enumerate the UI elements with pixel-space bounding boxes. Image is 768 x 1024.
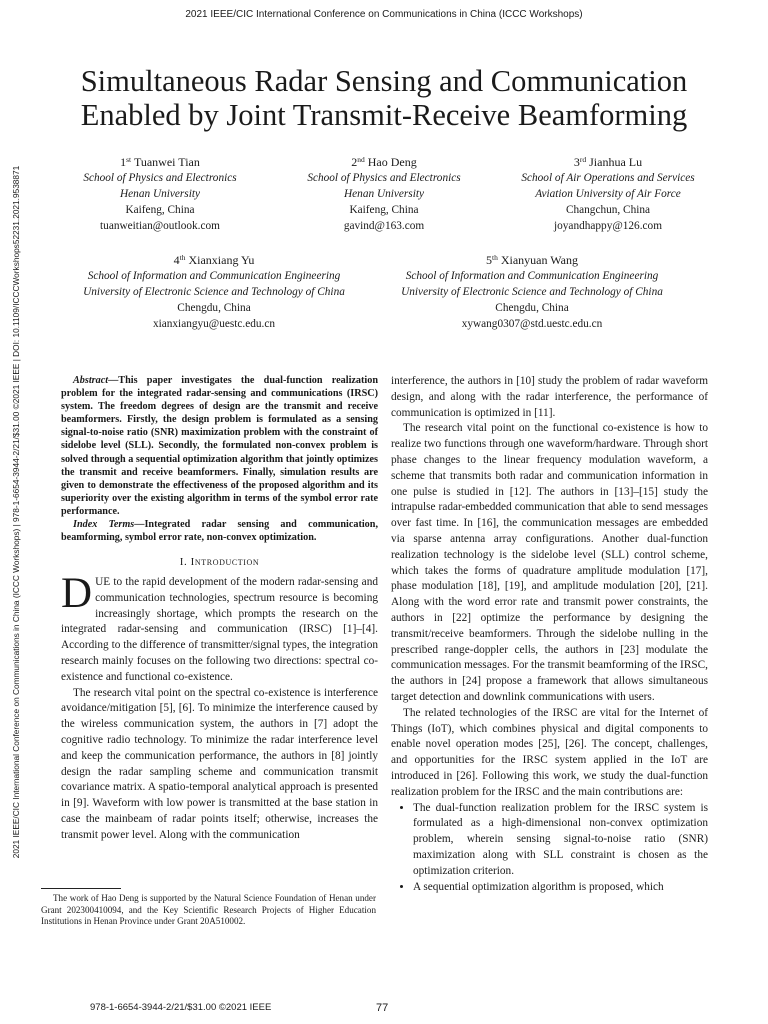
paragraph-intro-text: UE to the rapid development of the modern radar-sensing and communication technologies, spectrum resource is becoming increasingly shortage, which prompts the research on the integrated radar-sensing and communication (IRSC) [1]–[4]. According to the difference of transmitter/signal types, the integration research mainly focuses on the following two directions: spectral co-existence and functional co-existence. xyxy=(61,576,378,683)
paragraph-iot: The related technologies of the IRSC are vital for the Internet of Things (IoT), which combines physical and digital components to enable novel operation modes [25], [26]. The concept, challenges, and opportunities for the IRSC system applied in the IoT are introduced in [26]. Following this work, we study the dual-function realization problem for the IRSC and the main contributions are: xyxy=(391,706,708,798)
author-3-school: School of Air Operations and Services xyxy=(521,172,695,184)
list-item: • A sequential optimization algorithm is proposed, which xyxy=(413,880,708,896)
page-number: 77 xyxy=(376,1002,389,1014)
author-1-ordinal: 1 xyxy=(120,155,127,169)
title-line-2: Enabled by Joint Transmit-Receive Beamforming xyxy=(80,98,688,132)
author-5-school: School of Information and Communication Engineering xyxy=(405,270,659,282)
section-numeral: I. xyxy=(179,556,188,569)
author-5-city: Chengdu, China xyxy=(495,302,569,314)
author-3-city: Changchun, China xyxy=(565,204,651,216)
abstract-label: Abstract xyxy=(73,375,109,386)
author-4-email: xianxiangyu@uestc.edu.cn xyxy=(152,318,276,330)
index-terms-label: Index Terms xyxy=(73,519,135,531)
author-5-ordinal: 5 xyxy=(486,253,492,267)
index-terms xyxy=(61,518,378,544)
author-4-ordinal: 4 xyxy=(173,253,180,267)
author-block-3 xyxy=(488,154,728,234)
author-3-ordinal-suffix: rd xyxy=(579,155,587,164)
running-header: 2021 IEEE/CIC International Conference on Communications in China (ICCC Workshops) xyxy=(185,9,583,20)
author-1-city: Kaifeng, China xyxy=(125,204,195,216)
author-1-ordinal-suffix: st xyxy=(126,155,132,164)
author-4-school: School of Information and Communication Engineering xyxy=(87,270,341,282)
author-block-5 xyxy=(362,252,702,332)
copyright-footer: 978-1-6654-3944-2/21/$31.00 ©2021 IEEE xyxy=(90,1002,272,1013)
author-4-ordinal-suffix: th xyxy=(179,253,186,262)
author-block-4 xyxy=(44,252,384,332)
author-4-university: University of Electronic Science and Technology of China xyxy=(83,286,345,298)
author-4-name: Xianxiang Yu xyxy=(188,253,255,267)
author-3-university: Aviation University of Air Force xyxy=(535,188,681,200)
abstract-text: —This paper investigates the dual-function realization problem for the integrated radar-sensing and communications (IRSC) system. The freedom degrees of design are the transmit and receive beamformers. Firstly, the design problem is formulated as a sensing signal-to-noise ratio (SNR) maximization problem with the constraint of sidelobe level (SLL). Secondly, the formulated non-convex problem is solved through a sequential optimization algorithm that jointly optimizes the transmit and receive beamformers. Finally, simulation results are given to demonstrate the effectiveness of the proposed algorithm and its superiority over the existing algorithm in terms of the symbol error rate performance. xyxy=(61,375,378,517)
paragraph-spectral: The research vital point on the spectral co-existence is interference avoidance/mitigation [5], [6]. To minimize the interference caused by the wireless communication system, the authors in [7] adopt the cognitive radio technology. To minimize the radar interference level and keep the communication performance, the authors in [8] jointly design the radar sampling scheme and communication transmit covariance matrix. A spatio-temporal analytical approach is presented in [9]. Waveform with low power is transmitted at the base station in case the mainbeam of radar points itself; otherwise, increases the transmit power level. Along with the communication xyxy=(61,686,378,841)
contributions-list xyxy=(391,801,708,896)
author-5-ordinal-suffix: th xyxy=(492,253,498,262)
title-line-1: Simultaneous Radar Sensing and Communication xyxy=(80,64,688,98)
footnote-rule xyxy=(41,888,121,889)
author-2-university: Henan University xyxy=(344,188,424,200)
author-5-email: xywang0307@std.uestc.edu.cn xyxy=(461,318,603,330)
author-2-ordinal: 2 xyxy=(351,155,358,169)
paragraph-functional: The research vital point on the functional co-existence is how to realize two functions through one waveform/hardware. Through short phase changes to the linear frequency modulation waveform, a scheme that transmits both radar and communication information in one pulse is studied in [12]. The authors in [13]–[15] study the intrapulse radar-embedded communication that able to send messages over fast time. In [16], the communication messages are embedded via sparse antenna array configurations. Another dual-function realization technology is the sidelobe level (SLL) control scheme, which takes the forms of quadrature amplitude modulation [17], phase modulation [18], [19], and amplitude modulation [20], [21]. Along with the word error rate and transmit power constraints, the authors in [22] optimize the performance by designing the transmit/receive beamformers. Through the sidelobe nulling in the prescribed range-doppler cells, the authors in [23] modulate the communication messages. For the transmit beamforming of the IRSC, the authors in [24] propose a framework that allows simultaneous target detection and downlink communications with users. xyxy=(391,422,708,703)
paragraph-continued: interference, the authors in [10] study the problem of radar waveform design, and along with the radar interference, the performance of communication is optimized in [11]. xyxy=(391,375,708,419)
drop-cap: D xyxy=(61,570,93,618)
author-1-university: Henan University xyxy=(120,188,200,200)
left-column xyxy=(61,374,378,844)
author-2-city: Kaifeng, China xyxy=(349,204,419,216)
author-block-1 xyxy=(40,154,280,234)
author-3-name: Jianhua Lu xyxy=(589,155,643,169)
author-1-email: tuanweitian@outlook.com xyxy=(100,220,220,232)
author-3-email: joyandhappy@126.com xyxy=(554,220,662,232)
side-doi-text: 2021 IEEE/CIC International Conference on Communications in China (ICCC Workshops) | 978-1-6654-3944-2/21/$31.00 ©2021 IEEE | DOI: 10.1109/ICCCWorkshops52231.2021.9538871 xyxy=(11,165,21,859)
author-4-city: Chengdu, China xyxy=(177,302,251,314)
paper-title xyxy=(40,64,728,132)
index-terms-text: —Integrated radar sensing and communication, beamforming, symbol error rate, non-convex optimization. xyxy=(61,519,378,544)
section-heading xyxy=(61,555,378,571)
author-1-school: School of Physics and Electronics xyxy=(83,172,237,184)
section-title: Introduction xyxy=(190,556,260,569)
author-2-school: School of Physics and Electronics xyxy=(307,172,461,184)
list-item: • The dual-function realization problem for the IRSC system is formulated as a high-dimensional non-convex optimization problem, wherein sensing signal-to-noise ratio (SNR) maximization along with SLL constraint is chosen as the optimization criterion. xyxy=(413,801,708,880)
author-5-name: Xianyuan Wang xyxy=(500,253,578,267)
right-column xyxy=(391,374,708,895)
author-1-name: Tuanwei Tian xyxy=(133,155,200,169)
author-3-ordinal: 3 xyxy=(573,155,580,169)
author-5-university: University of Electronic Science and Technology of China xyxy=(401,286,663,298)
author-block-2 xyxy=(264,154,504,234)
paragraph-intro xyxy=(61,570,378,686)
footnote: The work of Hao Deng is supported by the Natural Science Foundation of Henan under Grant 202300410094, and the Key Scientific Research Projects of Higher Education Institutions in Henan Province under Grant 20A510002. xyxy=(41,893,376,927)
author-2-name: Hao Deng xyxy=(367,155,417,169)
author-2-ordinal-suffix: nd xyxy=(357,155,365,164)
author-2-email: gavind@163.com xyxy=(343,220,425,232)
abstract xyxy=(61,374,378,518)
